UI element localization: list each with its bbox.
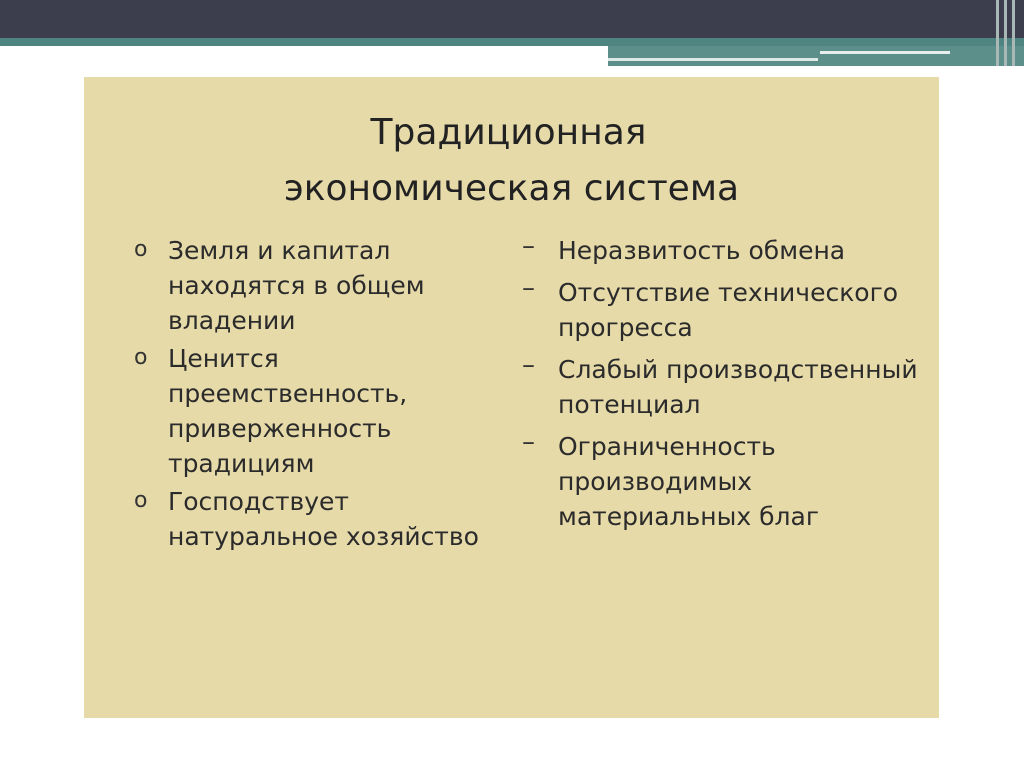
dash-bullet-icon: – <box>522 350 535 380</box>
list-item <box>134 484 494 554</box>
circle-bullet-icon: o <box>134 488 148 513</box>
accent-line-2 <box>820 51 950 54</box>
list-item-text: Господствует натуральное хозяйство <box>168 487 479 551</box>
edge-strip <box>996 0 999 66</box>
circle-bullet-icon: o <box>134 345 148 370</box>
list-item <box>134 233 494 338</box>
edge-strip <box>1004 0 1007 66</box>
accent-band-right <box>608 46 1024 66</box>
edge-strip <box>1012 0 1015 66</box>
list-item <box>524 275 924 345</box>
top-bar <box>0 0 1024 38</box>
list-item-text: Земля и капитал находятся в общем владении <box>168 236 425 335</box>
title-line-2: экономическая система <box>283 168 740 209</box>
dash-bullet-icon: – <box>522 273 535 303</box>
list-item <box>524 352 924 422</box>
list-item-text: Ценится преемственность, приверженность традициям <box>168 344 408 478</box>
accent-line <box>608 58 818 61</box>
slide-title <box>84 105 939 217</box>
list-item-text: Отсутствие технического прогресса <box>558 278 899 342</box>
list-item <box>524 233 924 268</box>
slide <box>84 77 939 718</box>
right-list <box>524 233 924 541</box>
accent-band <box>0 38 1024 46</box>
circle-bullet-icon: o <box>134 237 148 262</box>
dash-bullet-icon: – <box>522 427 535 457</box>
list-item <box>134 341 494 481</box>
dash-bullet-icon: – <box>522 231 535 261</box>
list-item <box>524 429 924 534</box>
list-item-text: Ограниченность производимых материальных благ <box>558 432 819 531</box>
left-list <box>134 233 494 557</box>
title-line-1: Традиционная <box>370 112 647 153</box>
list-item-text: Слабый производственный потенциал <box>558 355 918 419</box>
list-item-text: Неразвитость обмена <box>558 236 846 265</box>
